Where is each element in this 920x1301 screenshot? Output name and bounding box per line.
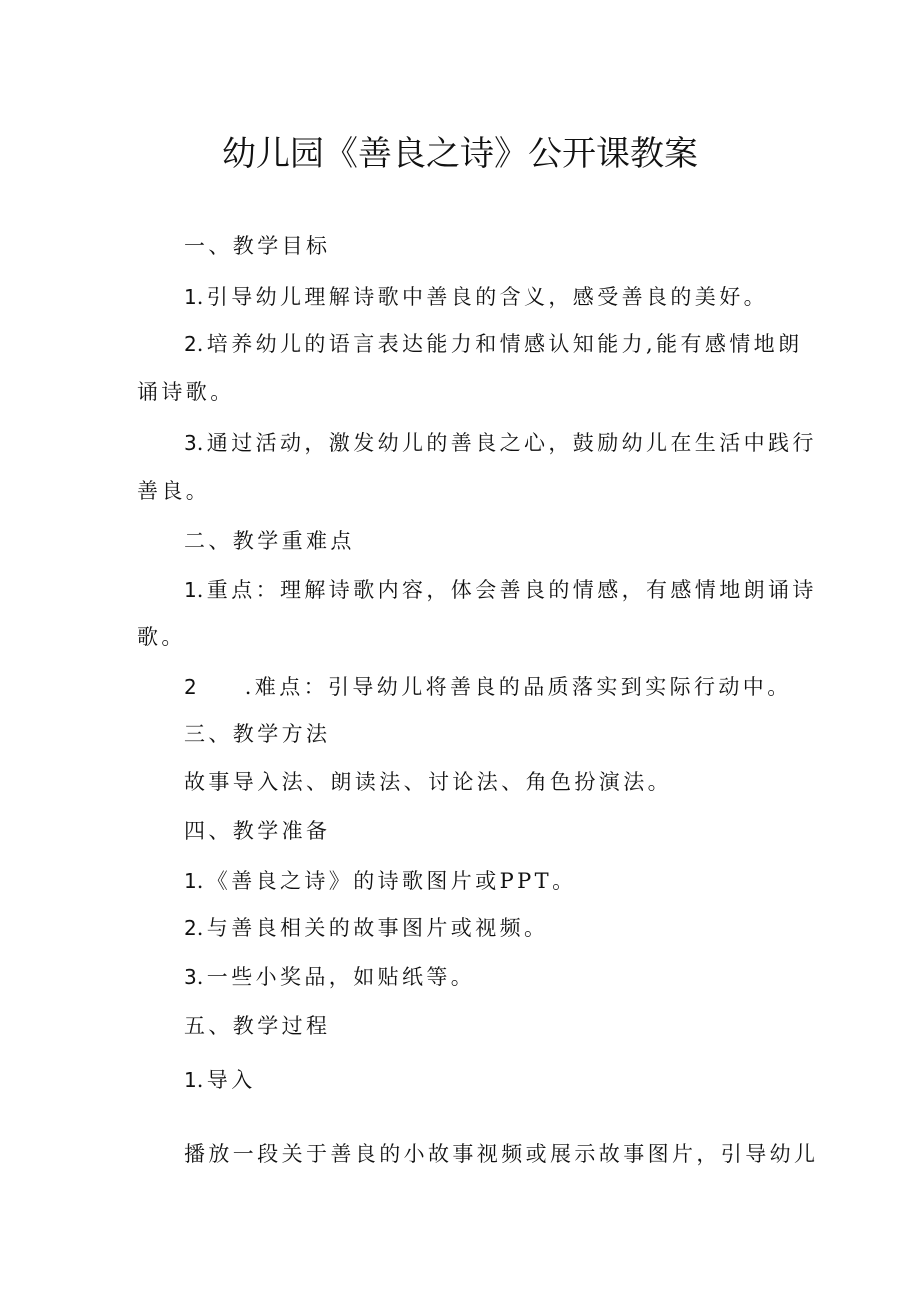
- item-text: .一些小奖品，如贴纸等。: [196, 965, 476, 989]
- section-heading-preparation: 四、教学准备: [184, 819, 331, 843]
- item-number: 1: [184, 1068, 197, 1092]
- key-point-item-1-continued: 歌。: [137, 625, 186, 649]
- prep-item-3: [184, 961, 844, 993]
- item-number: 1: [184, 285, 197, 309]
- item-number: 1: [184, 869, 197, 893]
- prep-item-2: [184, 912, 844, 944]
- item-number: 3: [184, 965, 197, 989]
- item-text: .通过活动，激发幼儿的善良之心，鼓励幼儿在生活中践行: [196, 431, 817, 455]
- section-heading-process: 五、教学过程: [184, 1014, 331, 1038]
- methods-text: 故事导入法、朗读法、讨论法、角色扮演法。: [184, 770, 672, 794]
- section-heading-goals: 一、教学目标: [184, 234, 331, 258]
- process-item-1: [184, 1064, 844, 1096]
- goal-item-2-continued: 诵诗歌。: [137, 380, 235, 404]
- goal-item-3: [184, 427, 844, 459]
- section-heading-key-points: 二、教学重难点: [184, 529, 355, 553]
- item-text: .与善良相关的故事图片或视频。: [196, 916, 549, 940]
- section-heading-methods: 三、教学方法: [184, 722, 331, 746]
- item-text: .《善良之诗》的诗歌图片或PPT。: [196, 869, 577, 893]
- item-number: 3: [184, 431, 197, 455]
- key-point-item-2: [184, 671, 844, 703]
- item-text: .引导幼儿理解诗歌中善良的含义，感受善良的美好。: [196, 285, 769, 309]
- goal-item-1: [184, 281, 844, 313]
- item-number: 2: [184, 332, 197, 356]
- key-point-item-1: [184, 574, 844, 606]
- item-number: 1: [184, 578, 197, 602]
- item-number: 2: [184, 675, 197, 699]
- process-paragraph: 播放一段关于善良的小故事视频或展示故事图片，引导幼儿: [184, 1142, 819, 1166]
- item-text: .培养幼儿的语言表达能力和情感认知能力,能有感情地朗: [196, 332, 803, 356]
- goal-item-2: [184, 328, 844, 360]
- item-text: .导入: [196, 1068, 256, 1092]
- prep-item-1: [184, 865, 844, 897]
- item-number: 2: [184, 916, 197, 940]
- item-text: .重点：理解诗歌内容，体会善良的情感，有感情地朗诵诗: [196, 578, 817, 602]
- document-title: 幼儿园《善良之诗》公开课教案: [222, 134, 698, 174]
- item-text: .难点：引导幼儿将善良的品质落实到实际行动中。: [244, 675, 792, 699]
- goal-item-3-continued: 善良。: [137, 479, 211, 503]
